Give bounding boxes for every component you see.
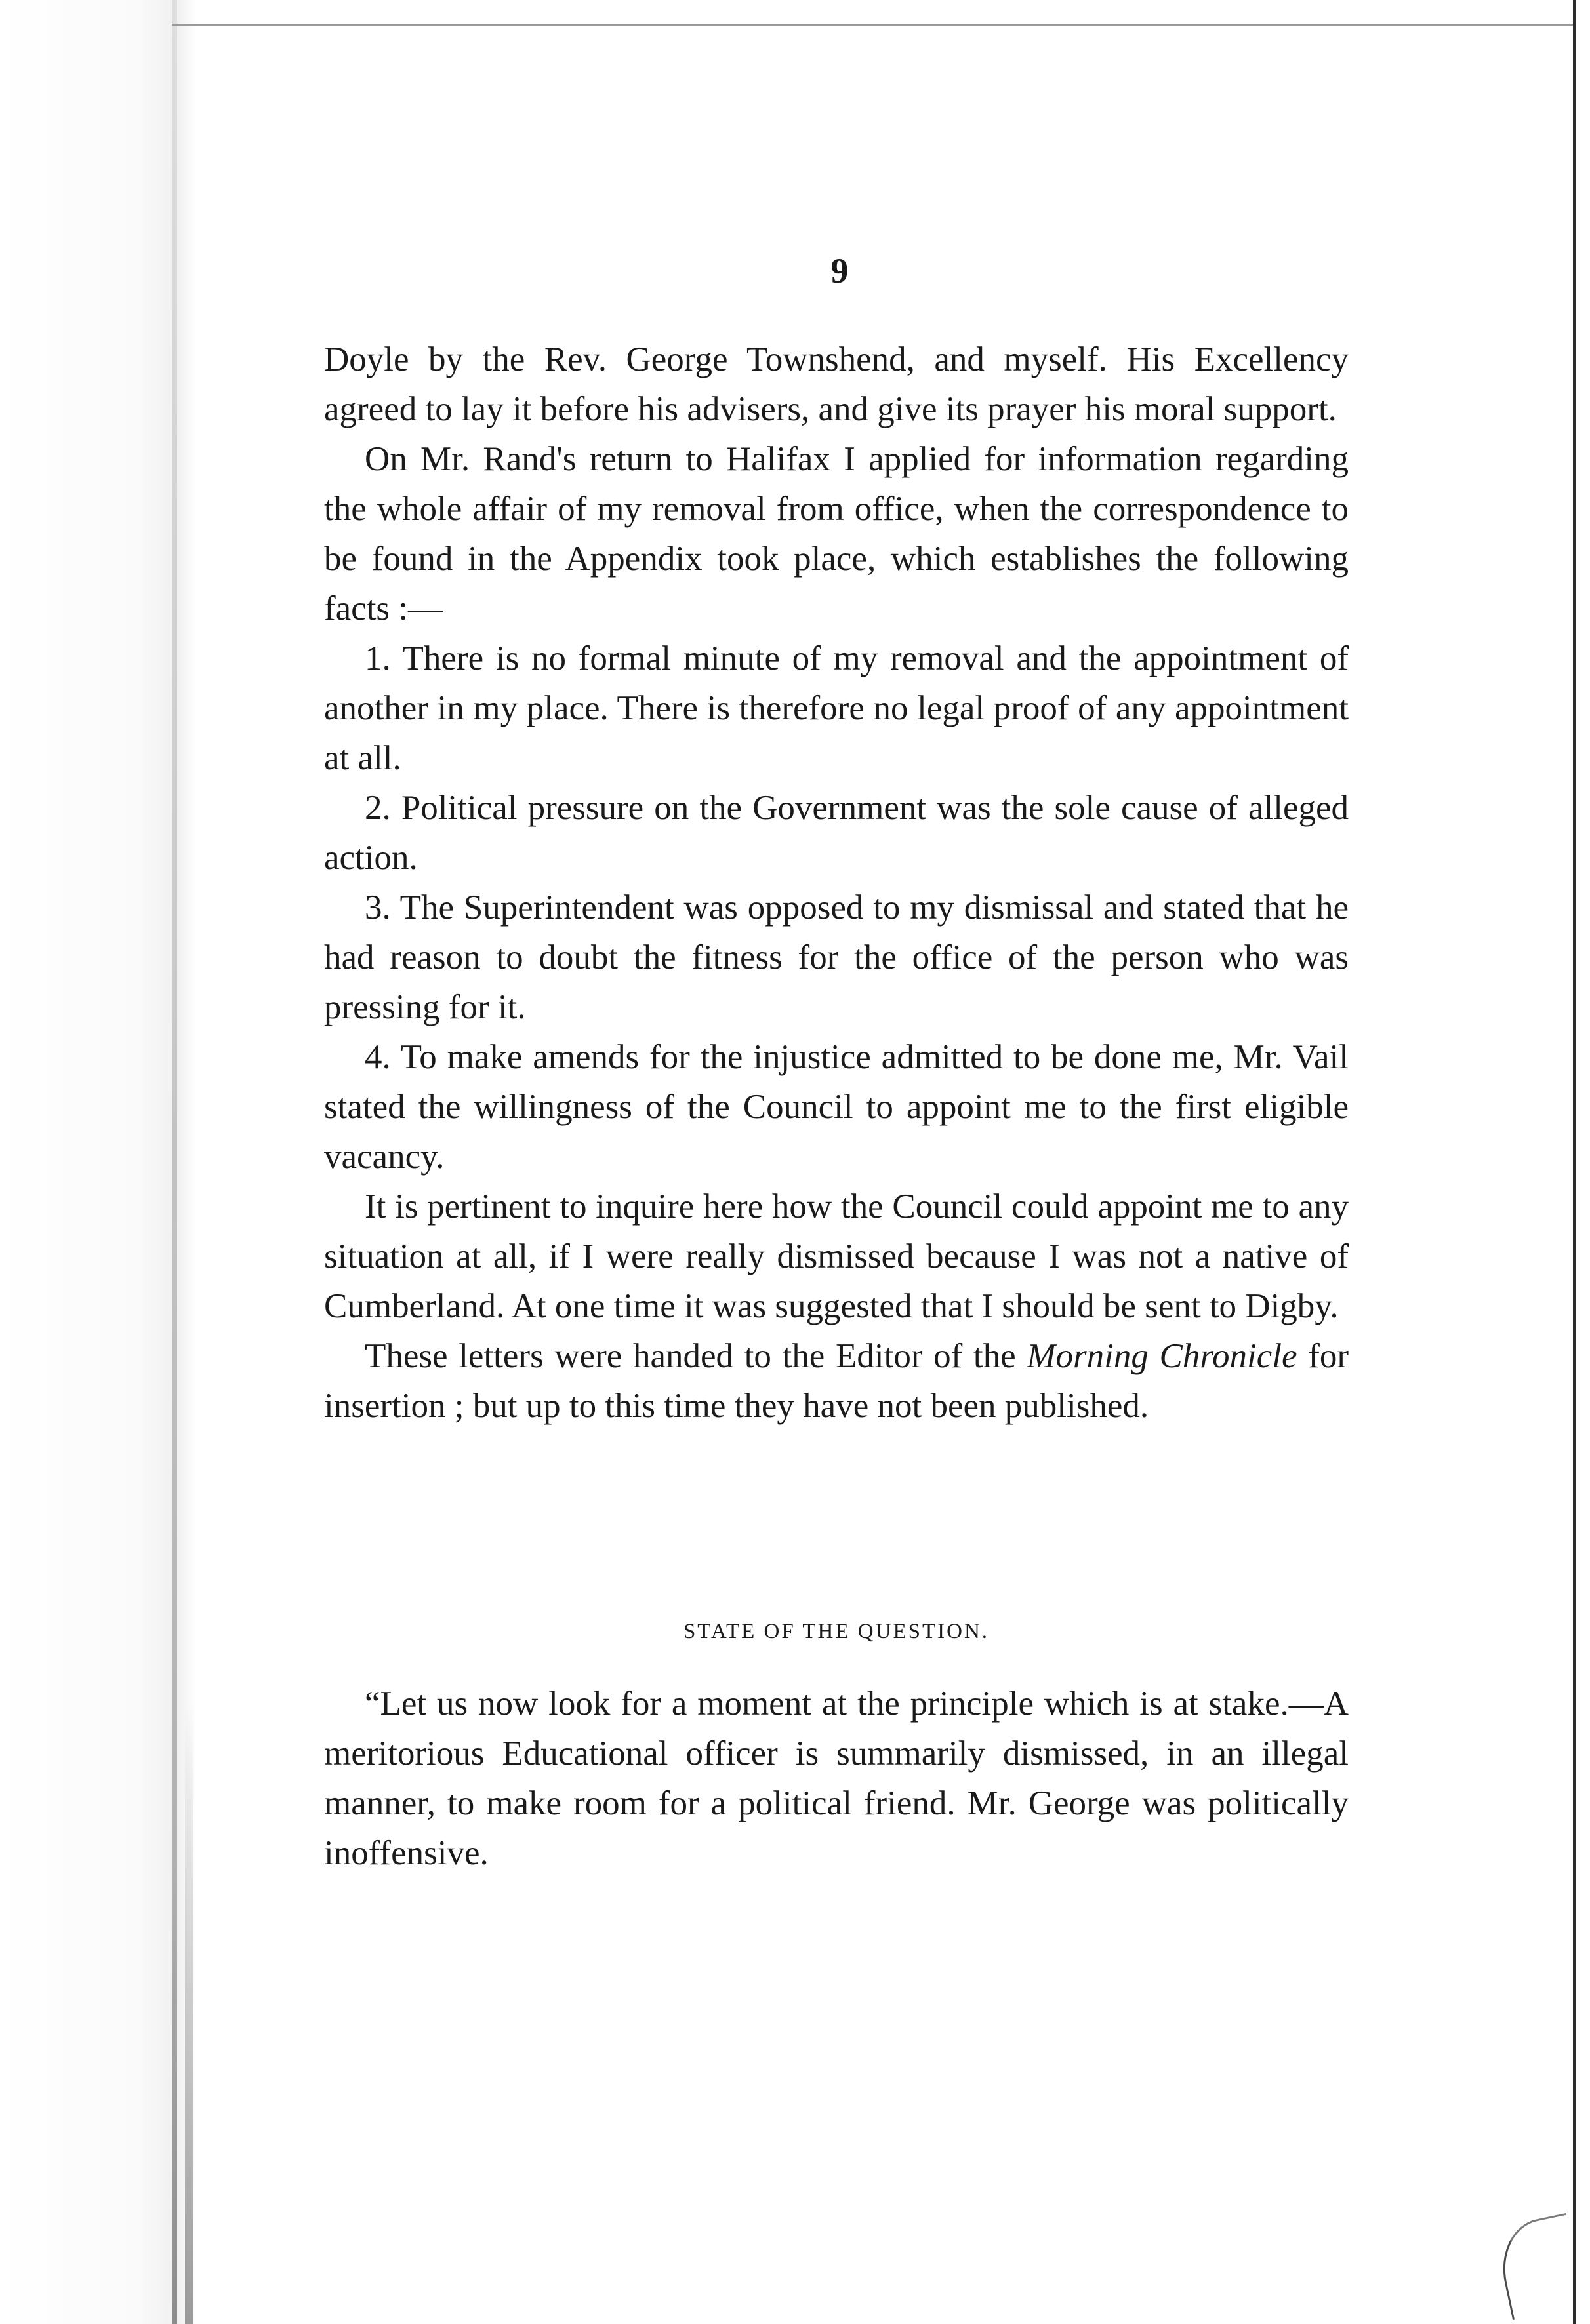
fact-3: 3. The Superintendent was opposed to my dismissal and stated that he had reason to doubt the fitness for the office of the person who was pressing for it.: [324, 889, 1349, 1026]
main-text-block: [324, 334, 1349, 1431]
paragraph-letters: [324, 1331, 1349, 1431]
paragraph-pertinent: It is pertinent to inquire here how the Council could appoint me to any situation at all, if I were really dismissed because I was not a native of Cumberland. At one time it was suggested that I should be sent to Digby.: [324, 1188, 1349, 1325]
binding-shadow: [0, 0, 197, 2324]
quote-paragraph: “Let us now look for a moment at the principle which is at stake.—A meritorious Educational officer is summarily dismissed, in an illegal manner, to make room for a political friend. Mr. George was politically inoffensive.: [324, 1685, 1349, 1872]
newspaper-title: Morning Chronicle: [1027, 1337, 1297, 1375]
fact-2: 2. Political pressure on the Government was the sole cause of alleged action.: [324, 789, 1349, 877]
page-corner-curl: [1493, 2213, 1585, 2320]
fact-4: 4. To make amends for the injustice admitted to be done me, Mr. Vail stated the willingness of the Council to appoint me to the first eligible vacancy.: [324, 1038, 1349, 1176]
binding-edge-shadow: [185, 1705, 193, 2324]
section-heading: STATE OF THE QUESTION.: [683, 1620, 990, 1643]
letters-text-before: These letters were handed to the Editor of the: [365, 1337, 1027, 1375]
quote-text-block: [324, 1679, 1349, 1878]
letters-text-after: for insertion ; but up to this time they have not been published.: [324, 1337, 1349, 1425]
fact-1: 1. There is no formal minute of my removal and the appointment of another in my place. There is therefore no legal proof of any appointment at all.: [324, 639, 1349, 777]
paragraph-continuation: Doyle by the Rev. George Townshend, and myself. His Excellency agreed to lay it before his advisers, and give its prayer his moral support.: [324, 340, 1349, 428]
page-right-edge: [1573, 0, 1576, 2324]
binding-edge: [172, 0, 177, 2324]
paragraph-rand-return: On Mr. Rand's return to Halifax I applied for information regarding the whole affair of my removal from office, when the correspondence to be found in the Appendix took place, which establishes the following facts :—: [324, 440, 1349, 628]
page-top-edge: [172, 24, 1576, 26]
page-number: 9: [830, 251, 849, 290]
